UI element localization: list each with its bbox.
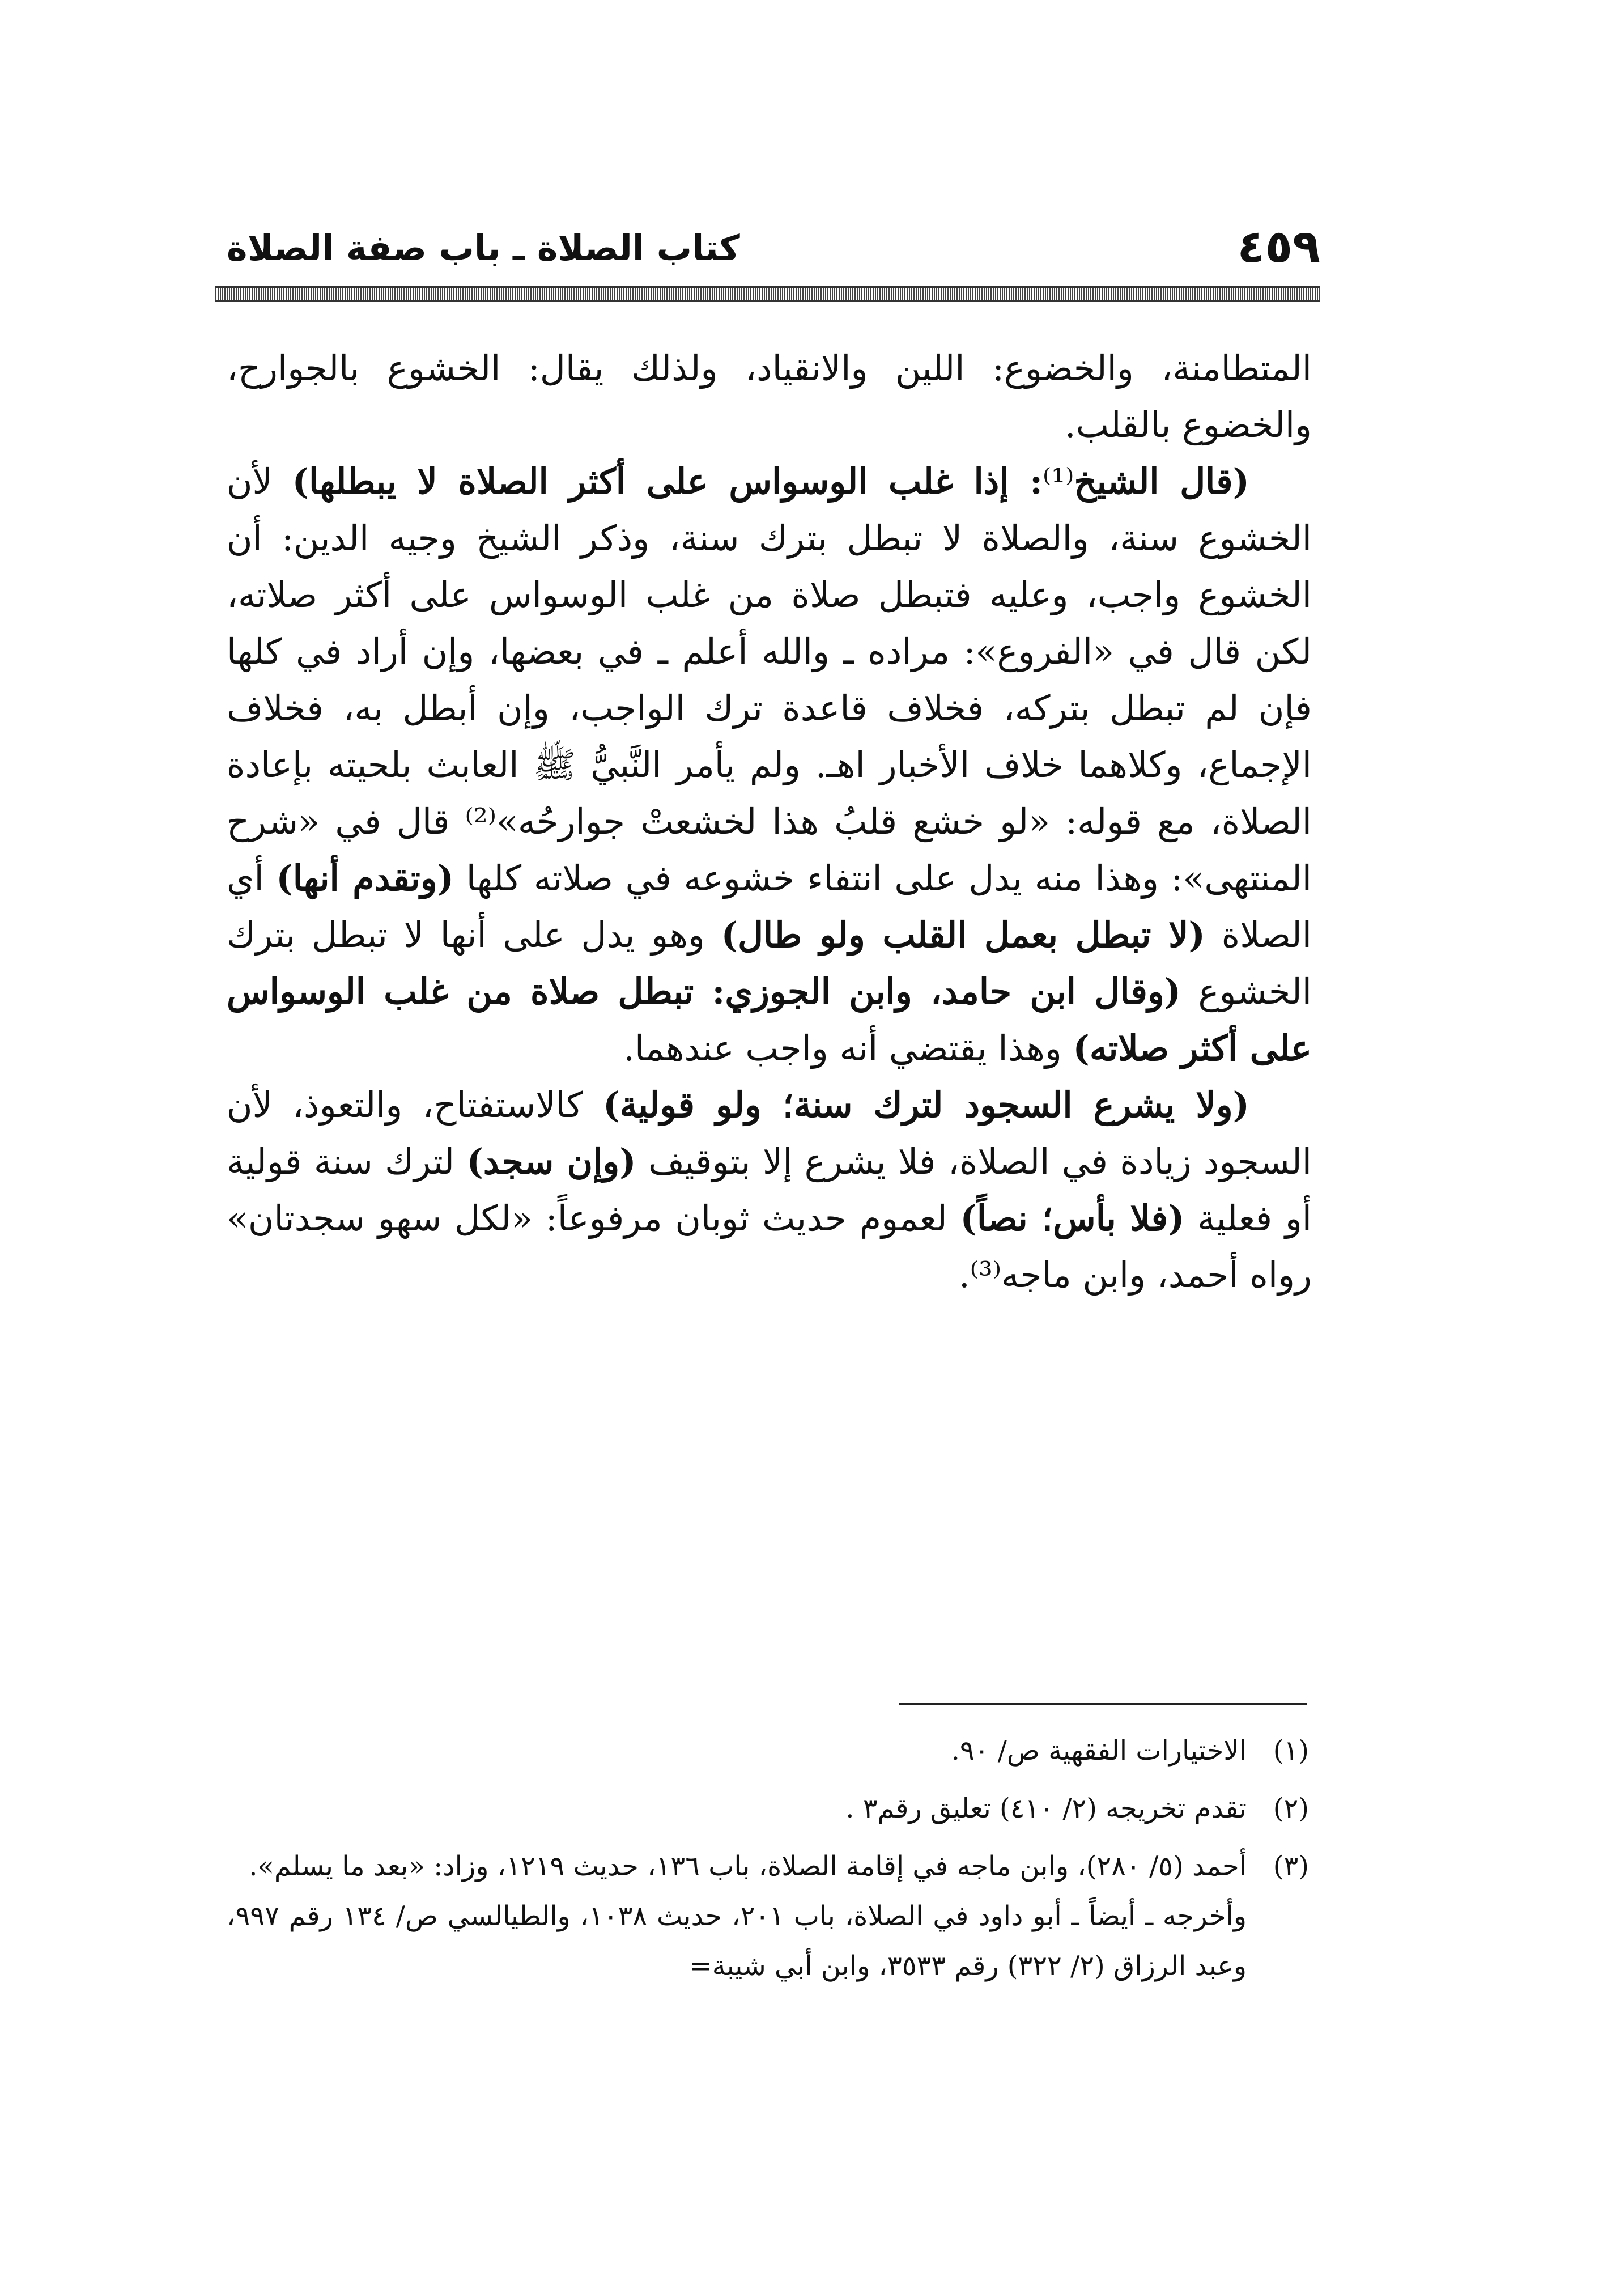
body-text: قال في «شرح المنتهى»: وهذا منه يدل على انتفاء خشوعه في صلاته كلها: [227, 801, 1312, 899]
footnote-ref-1[interactable]: ⁽¹⁾: [1043, 461, 1074, 502]
footnote-line: الاختيارات الفقهية ص/ ٩٠.: [951, 1735, 1247, 1767]
body-text: أي الصلاة: [227, 857, 1312, 956]
paragraph-1: [227, 340, 1312, 453]
paragraph-1-text: المتطامنة، والخضوع: اللين والانقياد، ولذلك يقال: الخشوع بالجوارح، والخضوع بالقلب.: [227, 347, 1312, 445]
footnote-body: [227, 1841, 1247, 1991]
footnotes: [227, 1726, 1320, 1999]
footnote-ref-3[interactable]: ⁽³⁾: [970, 1254, 1002, 1296]
bold-phrase: (فلا بأس؛ نصاً): [960, 1198, 1185, 1239]
body-text: كالاستفتاح، والتعوذ، لأن السجود زيادة في الصلاة، فلا يشرع إلا بتوقيف: [227, 1084, 1312, 1182]
body-text: لعموم حديث ثوبان مرفوعاً: «لكل سهو سجدتان» رواه أحمد، وابن ماجه: [227, 1198, 1312, 1296]
footnote-separator: [899, 1703, 1307, 1705]
footnote-ref-2[interactable]: ⁽²⁾: [465, 801, 496, 842]
footnote-2: [227, 1784, 1320, 1833]
body-text: .: [959, 1254, 970, 1296]
footnote-line: تقدم تخريجه (٢/ ٤١٠) تعليق رقم٣ .: [845, 1793, 1247, 1824]
bold-phrase: (وقال ابن حامد، وابن الجوزي: تبطل صلاة من غلب الوسواس على أكثر صلاته): [227, 971, 1312, 1069]
footnote-line: أحمد (٥/ ٢٨٠)، وابن ماجه في إقامة الصلاة، باب ١٣٦، حديث ١٢١٩، وزاد: «بعد ما يسلم».: [249, 1850, 1247, 1882]
bold-phrase: (وتقدم أنها): [276, 857, 454, 899]
footnote-body: [227, 1784, 1247, 1833]
running-header: [227, 218, 1320, 281]
footnote-1: [227, 1726, 1320, 1776]
body-text: لأن الخشوع سنة، والصلاة لا تبطل بترك سنة، وذكر الشيخ وجيه الدين: أن الخشوع واجب، وعليه فتبطل صلاة من غلب الوسواس على أكثر صلاته، لكن قال في «الفروع»: مراده ـ والله أعلم ـ في بعضها، وإن أراد في كلها فإن لم تبطل بتركه، فخلاف قاعدة ترك الواجب، وإن أبطل به، فخلاف الإجماع، وكلاهما خلاف الأخبار اهـ. ولم يأمر النَّبيُّ ﷺ العابث بلحيته بإعادة الصلاة، مع قوله: «لو خشع قلبُ هذا لخشعتْ جوارحُه»: [227, 461, 1312, 842]
footnote-3: [227, 1841, 1320, 1991]
body-text: وهو يدل على أنها لا تبطل بترك الخشوع: [227, 914, 1312, 1012]
bold-phrase: : إذا غلب الوسواس على أكثر الصلاة لا يبطلها): [292, 461, 1043, 502]
bold-phrase: (قال الشيخ: [1074, 461, 1249, 502]
footnote-number: (١): [1273, 1735, 1309, 1767]
paragraph-2: [227, 453, 1312, 1077]
page-number: ٤٥٩: [1237, 220, 1320, 273]
body-text: وهذا يقتضي أنه واجب عندهما.: [623, 1027, 1073, 1069]
bold-phrase: (وإن سجد): [466, 1141, 636, 1182]
main-text: [227, 340, 1312, 1303]
header-rule: [215, 286, 1320, 302]
paragraph-3: [227, 1077, 1312, 1303]
footnote-number: (٣): [1273, 1850, 1309, 1882]
bold-phrase: (ولا يشرع السجود لترك سنة؛ ولو قولية): [603, 1084, 1250, 1126]
chapter-title: كتاب الصلاة ـ باب صفة الصلاة: [227, 227, 740, 269]
body-text: لترك سنة قولية أو فعلية: [227, 1141, 1312, 1239]
footnote-number: (٢): [1273, 1793, 1309, 1824]
footnote-line: وأخرجه ـ أيضاً ـ أبو داود في الصلاة، باب ٢٠١، حديث ١٠٣٨، والطيالسي ص/ ١٣٤ رقم ٩٩٧، وعبد الرزاق (٢/ ٣٢٢) رقم ٣٥٣٣، وابن أبي شيبة=: [227, 1900, 1247, 1982]
footnote-body: [227, 1726, 1247, 1776]
bold-phrase: (لا تبطل بعمل القلب ولو طال): [721, 914, 1205, 956]
